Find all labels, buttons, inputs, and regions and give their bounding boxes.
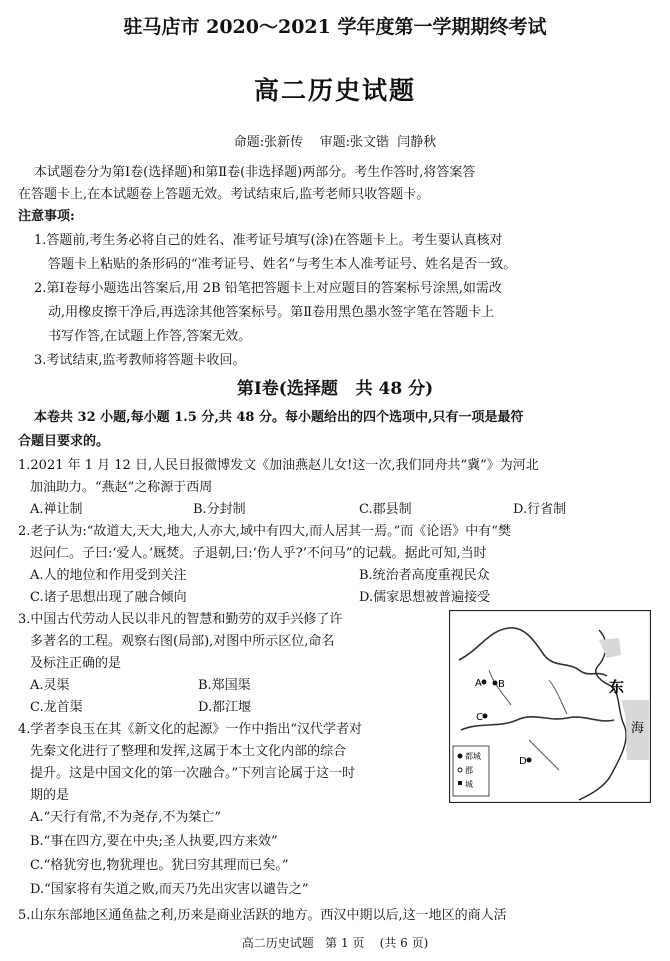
q5-stem-line-1: 5.山东东部地区通鱼盐之利,历来是商业活跃的地方。西汉中期以后,这一地区的商人活 (18, 908, 507, 923)
q1-option-d: D.行省制 (513, 502, 567, 517)
q4-option-b: B.“事在四方,要在中央;圣人执要,四方来效” (30, 834, 278, 849)
q3-stem-line-1: 3.中国古代劳动人民以非凡的智慧和勤劳的双手兴修了许 (18, 612, 343, 627)
authors-line: 命题:张新传 审题:张文锴 闫静秋 (233, 135, 437, 150)
section-1-title: 第Ⅰ卷(选择题 共 48 分) (236, 379, 434, 399)
legend-capital-symbol (458, 754, 463, 759)
legend-city-label: 城 (465, 780, 473, 789)
exam-title: 驻马店市 2020～2021 学年度第一学期期终考试 (123, 16, 547, 38)
q1-option-a: A.禅让制 (30, 502, 83, 517)
section-1-desc-line-1: 本卷共 32 小题,每小题 1.5 分,共 48 分。每小题给出的四个选项中,只有一项是最符 (34, 410, 524, 425)
q3-stem-line-2: 多著名的工程。观察右图(局部),对图中所示区位,命名 (30, 634, 335, 649)
notes-heading: 注意事项: (18, 209, 75, 224)
legend-city-symbol (458, 781, 462, 785)
note-2-line-2: 动,用橡皮擦干净后,再选涂其他答案标号。第Ⅱ卷用黑色墨水签字笔在答题卡上 (48, 305, 495, 320)
page-footer: 高二历史试题 第 1 页 (共 6 页) (241, 936, 429, 950)
intro-line-1: 本试题卷分为第Ⅰ卷(选择题)和第Ⅱ卷(非选择题)两部分。考生作答时,将答案答 (34, 165, 476, 180)
marker-a-dot (482, 680, 487, 685)
marker-b-label: B (498, 679, 505, 690)
q3-option-b: B.郑国渠 (198, 678, 251, 693)
legend-capital-label: 都城 (465, 752, 481, 761)
note-1-line-2: 答题卡上粘贴的条形码的“准考证号、姓名”与考生本人准考证号、姓名是否一致。 (48, 257, 517, 272)
legend-commandery-label: 郡 (465, 766, 473, 775)
q1-stem-line-2: 加油助力。“燕赵”之称源于西周 (30, 480, 213, 495)
q2-option-b: B.统治者高度重视民众 (359, 568, 490, 583)
marker-c-label: C (476, 712, 483, 723)
intro-line-2: 在答题卡上,在本试题卷上答题无效。考试结束后,监考老师只收答题卡。 (18, 187, 430, 202)
q3-option-c: C.龙首渠 (30, 700, 83, 715)
q2-stem-line-2: 迟问仁。子曰:‘爱人。’厩焚。子退朝,曰:‘伤人乎?’不问马”的记载。据此可知,当时 (30, 546, 487, 561)
subject-title: 高二历史试题 (253, 76, 416, 105)
q2-option-c: C.诸子思想出现了融合倾向 (30, 590, 187, 605)
note-1-line-1: 1.答题前,考生务必将自己的姓名、准考证号填写(涂)在答题卡上。考生要认真核对 (34, 233, 503, 248)
q2-option-d: D.儒家思想被普遍接受 (359, 590, 491, 605)
note-2-line-1: 2.第Ⅰ卷每小题选出答案后,用 2B 铅笔把答题卡上对应题目的答案标号涂黑,如需改 (34, 281, 502, 296)
q1-stem-line-1: 1.2021 年 1 月 12 日,人民日报微博发文《加油燕赵儿女!这一次,我们同舟共“冀”》为河北 (18, 458, 539, 473)
marker-a-label: A (475, 678, 482, 689)
q4-option-a: A.“天行有常,不为尧存,不为桀亡” (30, 810, 222, 825)
note-3: 3.考试结束,监考教师将答题卡收回。 (34, 353, 246, 368)
q3-stem-line-3: 及标注正确的是 (30, 656, 122, 671)
q4-option-c: C.“格犹穷也,物犹理也。犹曰穷其理而已矣。” (30, 858, 289, 873)
marker-b-dot (493, 681, 498, 686)
marker-c-dot (483, 714, 488, 719)
note-2-line-3: 书写作答,在试题上作答,答案无效。 (48, 329, 252, 344)
q4-stem-line-2: 先秦文化进行了整理和发挥,这属于本土文化内部的综合 (30, 744, 347, 759)
q1-option-b: B.分封制 (193, 502, 246, 517)
q3-option-a: A.灵渠 (30, 678, 70, 693)
q2-stem-line-1: 2.老子认为:“故道大,天大,地大,人亦大,域中有四大,而人居其一焉。”而《论语》中有“樊 (18, 524, 511, 539)
q4-stem-line-3: 提升。这是中国文化的第一次融合。”下列言论属于这一时 (30, 766, 356, 781)
q1-option-c: C.郡县制 (359, 502, 412, 517)
marker-d-dot (527, 758, 532, 763)
sea-label-1: 东 (609, 678, 625, 696)
q4-stem-line-1: 4.学者李良玉在其《新文化的起源》一作中指出“汉代学者对 (18, 722, 363, 737)
marker-d-label: D (519, 756, 527, 767)
q4-option-d: D.“国家将有失道之败,而天乃先出灾害以谴告之” (30, 882, 309, 897)
q3-option-d: D.都江堰 (198, 700, 252, 715)
ancient-map-figure (449, 610, 651, 803)
sea-label-2: 海 (631, 721, 645, 736)
q2-option-a: A.人的地位和作用受到关注 (30, 568, 187, 583)
q4-stem-line-4: 期的是 (30, 788, 70, 803)
section-1-desc-line-2: 合题目要求的。 (18, 434, 110, 449)
